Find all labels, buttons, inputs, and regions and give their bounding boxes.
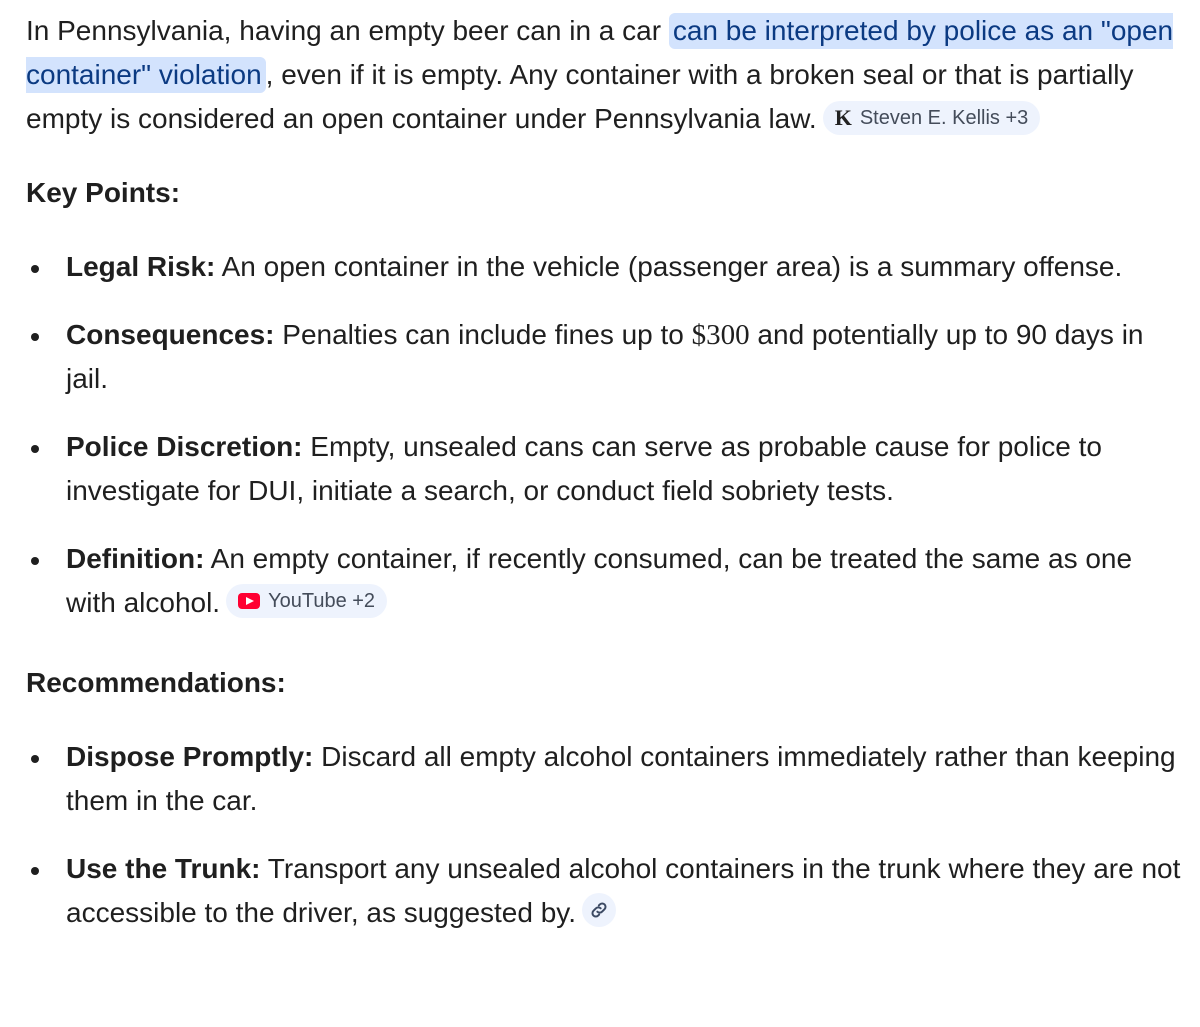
item-text: Transport any unsealed alcohol containers in the trunk where they are not accessible to the driver, as suggested by.: [66, 853, 1181, 928]
source-chip-label: Steven E. Kellis +3: [859, 107, 1029, 129]
item-text: An open container in the vehicle (passenger area) is a summary offense.: [215, 251, 1123, 282]
key-points-list: [26, 245, 1186, 625]
youtube-icon: [238, 593, 260, 609]
fine-amount: $300: [691, 319, 750, 351]
list-item-legal-risk: [26, 245, 1186, 289]
item-term: Definition:: [66, 543, 205, 574]
item-text: Discard all empty alcohol containers immediately rather than keeping them in the car.: [66, 741, 1176, 816]
intro-text-after: , even if it is empty. Any container with a broken seal or that is partially empty is considered an open container under Pennsylvania law.: [26, 59, 1134, 134]
list-item-consequences: [26, 313, 1186, 401]
list-item-definition: [26, 537, 1186, 625]
kellis-logo-icon: K: [834, 105, 852, 130]
recommendations-list: [26, 735, 1186, 935]
source-chip-youtube[interactable]: [226, 584, 387, 618]
item-term: Dispose Promptly:: [66, 741, 314, 772]
highlighted-claim[interactable]: can be interpreted by police as an "open container" violation: [26, 13, 1173, 93]
list-item-use-the-trunk: [26, 847, 1186, 935]
intro-paragraph: [26, 9, 1186, 141]
item-text: and potentially up to 90 days in jail.: [66, 319, 1144, 394]
list-item-police-discretion: [26, 425, 1186, 513]
item-term: Police Discretion:: [66, 431, 303, 462]
source-link-chip[interactable]: [582, 893, 616, 927]
key-points-heading: Key Points:: [26, 177, 181, 208]
link-icon: [589, 900, 609, 920]
list-item-dispose-promptly: [26, 735, 1186, 823]
item-text: Penalties can include fines up to: [274, 319, 692, 350]
item-text: An empty container, if recently consumed, can be treated the same as one with alcohol.: [66, 543, 1133, 618]
source-chip-kellis[interactable]: [823, 101, 1041, 135]
item-term: Use the Trunk:: [66, 853, 261, 884]
source-chip-label: YouTube +2: [268, 590, 376, 612]
intro-text-before: In Pennsylvania, having an empty beer can in a car: [26, 15, 669, 46]
item-text: Empty, unsealed cans can serve as probable cause for police to investigate for DUI, initiate a search, or conduct field sobriety tests.: [66, 431, 1103, 506]
item-term: Consequences:: [66, 319, 275, 350]
recommendations-heading: Recommendations:: [26, 667, 286, 698]
item-term: Legal Risk:: [66, 251, 216, 282]
